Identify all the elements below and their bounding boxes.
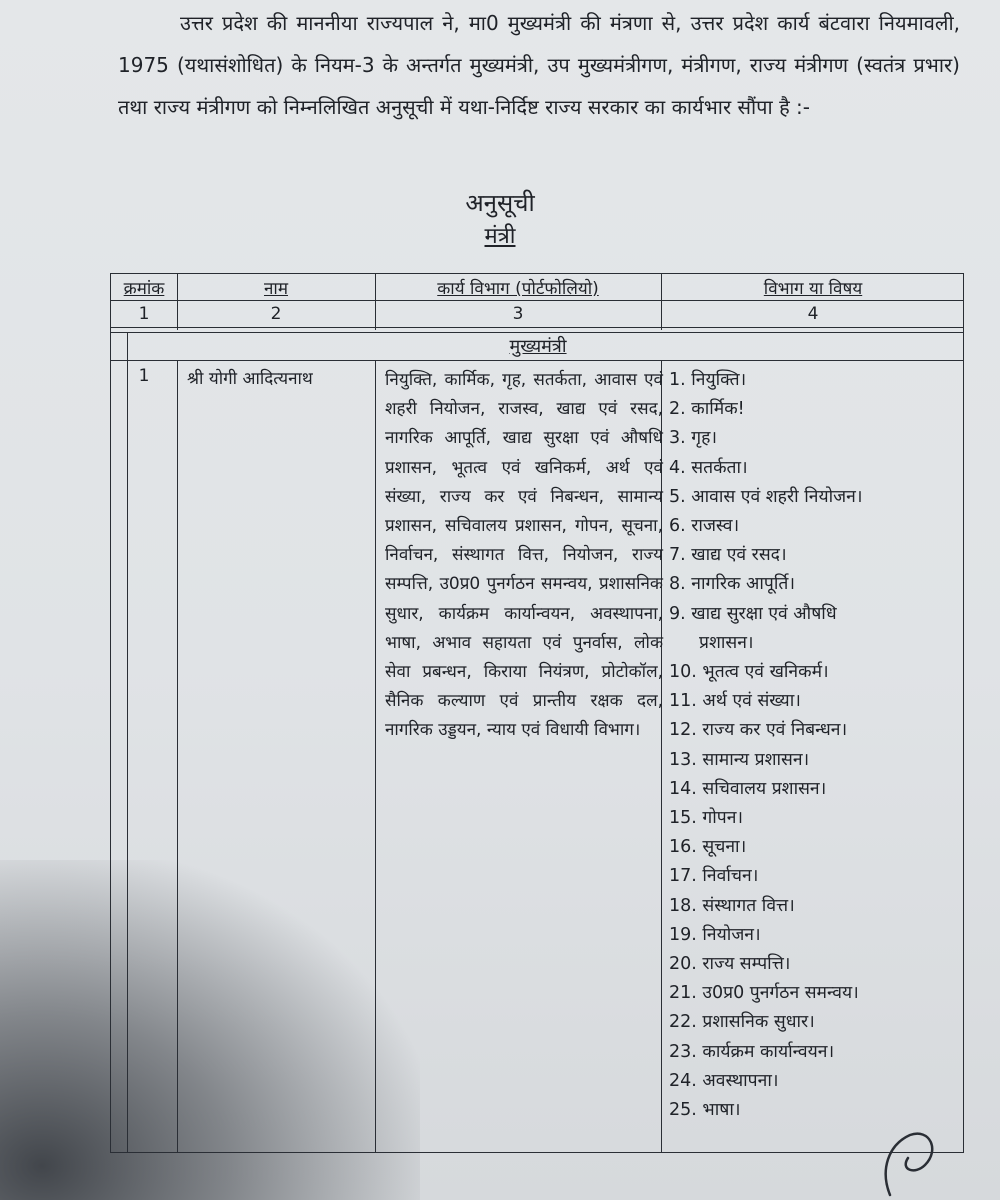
table-rule [375, 360, 376, 1152]
list-item: 17. निर्वाचन। [669, 866, 759, 887]
list-item: 14. सचिवालय प्रशासन। [669, 778, 827, 799]
row-name: श्री योगी आदित्यनाथ [187, 369, 313, 389]
list-item: 15. गोपन। [669, 808, 744, 829]
table-rule [111, 360, 963, 361]
list-item: 16. सूचना। [669, 837, 747, 858]
list-item: 24. अवस्थापना। [669, 1070, 779, 1091]
header-name: नाम [263, 279, 288, 299]
row-portfolio: नियुक्ति, कार्मिक, गृह, सतर्कता, आवास एवं शहरी नियोजन, राजस्व, खाद्य एवं रसद, नागरिक आपूर्ति, खाद्य सुरक्षा एवं औषधि प्रशासन, भूतत्व एवं खनिकर्म, अर्थ एवं संख्या, राज्य कर एवं निबन्धन, सामान्य प्रशासन, सचिवालय प्रशासन, गोपन, सूचना, निर्वाचन, संस्थागत वित्त, नियोजन, राज्य सम्पत्ति, उ0प्र0 पुनर्गठन समन्वय, प्रशासनिक सुधार, कार्यक्रम कार्यान्वयन, अवस्थापना, भाषा, अभाव सहायता एवं पुनर्वास, लोक सेवा प्रबन्धन, किराया नियंत्रण, प्रोटोकॉल, सैनिक कल्याण एवं प्रान्तीय रक्षक दल, नागरिक उड्डयन, न्याय एवं विधायी विभाग। [385, 370, 663, 741]
list-item: 3. गृह। [669, 428, 718, 449]
list-item: 1. नियुक्ति। [669, 370, 747, 390]
list-item: 4. सतर्कता। [669, 457, 748, 478]
table-rule [127, 332, 128, 1152]
column-number: 1 [138, 304, 150, 324]
header-portfolio: कार्य विभाग (पोर्टफोलियो) [437, 279, 599, 299]
header-serial: क्रमांक [123, 279, 165, 299]
column-number: 3 [512, 304, 524, 324]
list-item: 25. भाषा। [669, 1100, 741, 1121]
intro-paragraph: उत्तर प्रदेश की माननीया राज्यपाल ने, मा0 मुख्यमंत्री की मंत्रणा से, उत्तर प्रदेश कार्य बंटवारा नियमावली, 1975 (यथासंशोधित) के नियम-3 के अन्तर्गत मुख्यमंत्री, उप मुख्यमंत्रीगण, मंत्रीगण, राज्य मंत्रीगण (स्वतंत्र प्रभार) तथा राज्य मंत्रीगण को निम्नलिखित अनुसूची में यथा-निर्दिष्ट राज्य सरकार का कार्यभार सौंपा है :- [118, 11, 960, 119]
list-item: 2. कार्मिक! [669, 399, 745, 420]
list-item: 21. उ0प्र0 पुनर्गठन समन्वय। [669, 983, 859, 1004]
schedule-table [110, 273, 964, 1153]
list-item: 18. संस्थागत वित्त। [669, 895, 795, 916]
column-number: 2 [270, 304, 282, 324]
section-title: मुख्यमंत्री [509, 336, 567, 357]
list-item: प्रशासन। [699, 632, 754, 653]
list-item: 8. नागरिक आपूर्ति। [669, 574, 796, 595]
list-item: 10. भूतत्व एवं खनिकर्म। [669, 662, 829, 683]
schedule-title: अनुसूची [465, 189, 535, 217]
table-rule [111, 327, 963, 328]
list-item: 13. सामान्य प्रशासन। [669, 749, 810, 770]
list-item: 11. अर्थ एवं संख्या। [669, 691, 801, 712]
signature-mark [870, 1110, 990, 1200]
table-rule [111, 332, 963, 333]
table-rule [111, 300, 963, 301]
subject-list [669, 366, 959, 1125]
list-item: 5. आवास एवं शहरी नियोजन। [669, 486, 863, 507]
header-subject: विभाग या विषय [763, 279, 863, 299]
list-item: 19. नियोजन। [669, 924, 761, 945]
schedule-subtitle: मंत्री [484, 224, 516, 249]
list-item: 23. कार्यक्रम कार्यान्वयन। [669, 1041, 835, 1062]
row-serial: 1 [138, 366, 150, 386]
list-item: 7. खाद्य एवं रसद। [669, 545, 787, 566]
list-item: 20. राज्य सम्पत्ति। [669, 954, 791, 975]
list-item: 6. राजस्व। [669, 516, 740, 537]
list-item: 22. प्रशासनिक सुधार। [669, 1012, 815, 1033]
column-number: 4 [807, 304, 819, 324]
list-item: 12. राज्य कर एवं निबन्धन। [669, 720, 848, 741]
list-item: 9. खाद्य सुरक्षा एवं औषधि [669, 603, 837, 624]
table-rule [177, 360, 178, 1152]
